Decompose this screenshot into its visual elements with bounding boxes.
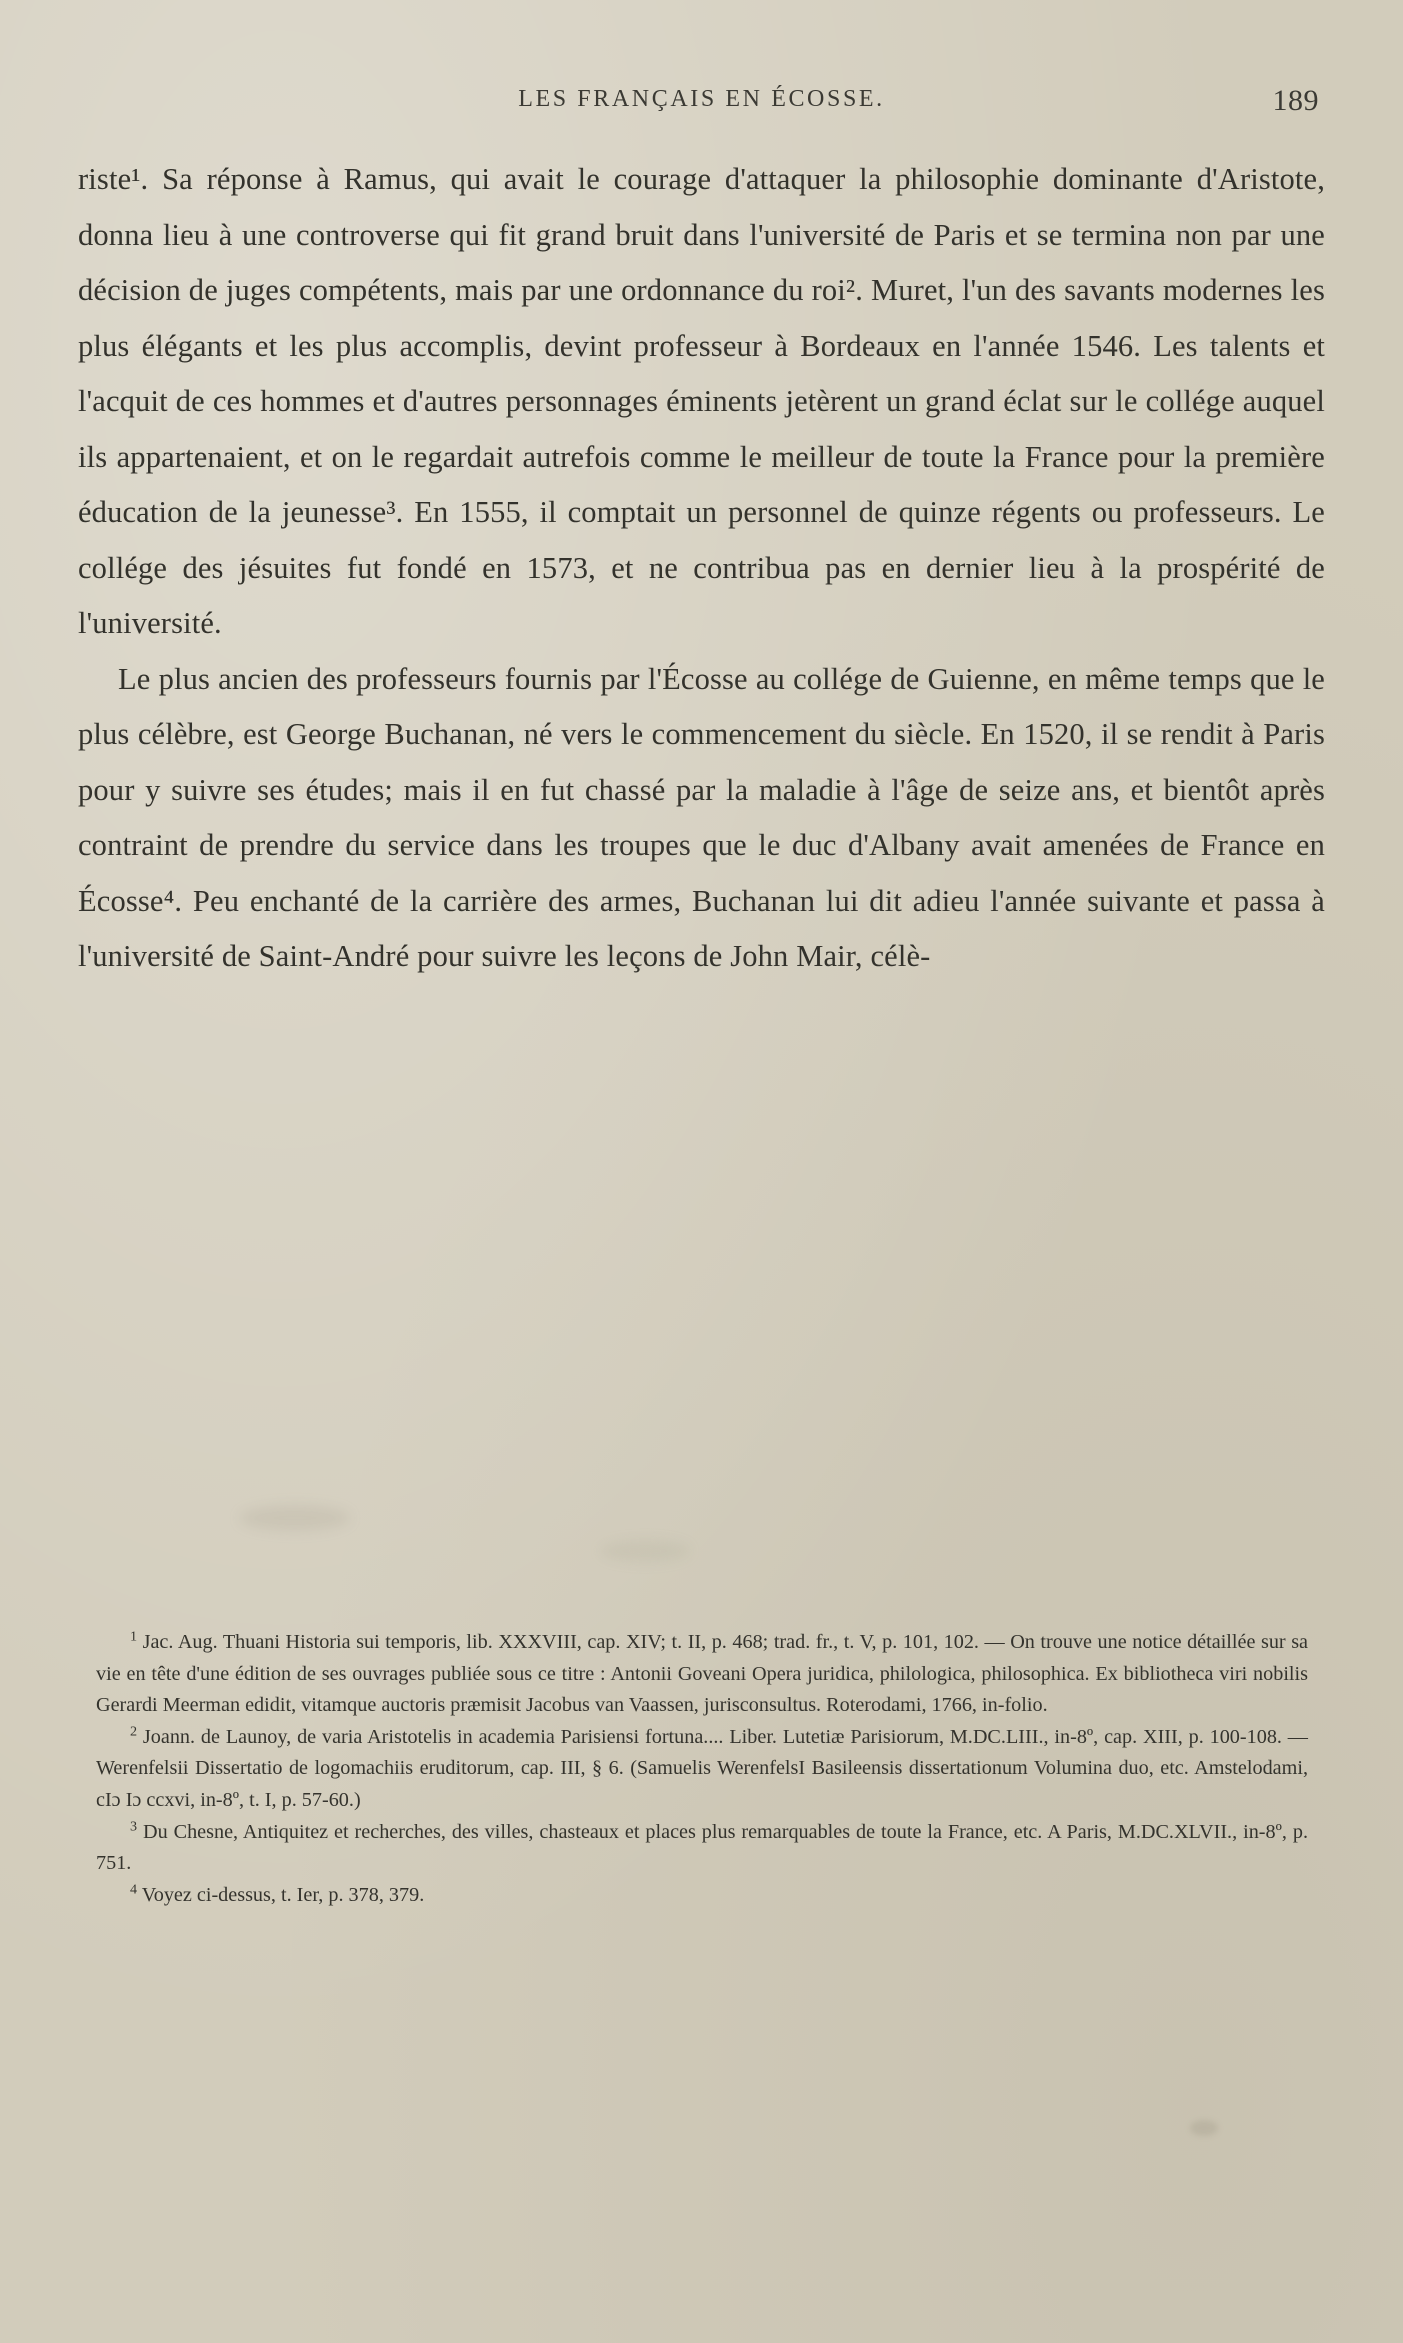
paper-smudge — [600, 1540, 690, 1562]
footnotes — [96, 1627, 1308, 1911]
footnote-item — [96, 1817, 1308, 1880]
page-number: 189 — [1272, 84, 1319, 117]
body-text — [78, 152, 1325, 985]
footnote-item — [96, 1722, 1308, 1817]
footnote-marker: 4 — [130, 1881, 138, 1898]
footnote-text: Du Chesne, Antiquitez et recherches, des villes, chasteaux et places plus remarquables de toute la France, etc. A Paris, M.DC.XLVII., in-8º, p. 751. — [96, 1820, 1308, 1875]
running-head: LES FRANÇAIS EN ÉCOSSE. — [518, 86, 885, 112]
paragraph: Le plus ancien des professeurs fournis par l'Écosse au collége de Guienne, en même temps que le plus célèbre, est George Buchanan, né vers le commencement du siècle. En 1520, il se rendit à Paris pour y suivre ses études; mais il en fut chassé par la maladie à l'âge de seize ans, et bientôt après contraint de prendre du service dans les troupes que le duc d'Albany avait amenées de France en Écosse⁴. Peu enchanté de la carrière des armes, Buchanan lui dit adieu l'année suivante et passa à l'université de Saint-André pour suivre les leçons de John Mair, célè- — [78, 661, 1325, 973]
footnote-marker: 1 — [130, 1628, 138, 1645]
page-header — [78, 86, 1325, 126]
footnote-item — [96, 1627, 1308, 1722]
footnote-text: Voyez ci-dessus, t. Ier, p. 378, 379. — [141, 1883, 425, 1906]
paragraph: riste¹. Sa réponse à Ramus, qui avait le courage d'attaquer la philosophie dominante d'Aristote, donna lieu à une controverse qui fit grand bruit dans l'université de Paris et se termina non par une décision de juges compétents, mais par une ordonnance du roi². Muret, l'un des savants modernes les plus élégants et les plus accomplis, devint professeur à Bordeaux en l'année 1546. Les talents et l'acquit de ces hommes et d'autres personnages éminents jetèrent un grand éclat sur le collége auquel ils appartenaient, et on le regardait autrefois comme le meilleur de toute la France pour la première éducation de la jeunesse³. En 1555, il comptait un personnel de quinze régents ou professeurs. Le collége des jésuites fut fondé en 1573, et ne contribua pas en dernier lieu à la prospérité de l'université. — [78, 162, 1325, 640]
footnote-marker: 3 — [130, 1817, 138, 1834]
paper-smudge — [240, 1505, 350, 1531]
paper-smudge — [1190, 2120, 1218, 2136]
footnote-text: Jac. Aug. Thuani Historia sui temporis, lib. XXXVIII, cap. XIV; t. II, p. 468; trad. fr., t. V, p. 101, 102. — On trouve une notice détaillée sur sa vie en tête d'une édition de ses ouvrages publiée sous ce titre : Antonii Goveani Opera juridica, philologica, philosophica. Ex bibliotheca viri nobilis Gerardi Meerman edidit, vitamque auctoris præmisit Jacobus van Vaassen, jurisconsultus. Roterodami, 1766, in-folio. — [96, 1631, 1309, 1717]
footnote-item — [96, 1880, 1308, 1912]
page-content — [78, 86, 1325, 985]
footnote-marker: 2 — [130, 1723, 138, 1740]
footnote-text: Joann. de Launoy, de varia Aristotelis in academia Parisiensi fortuna.... Liber. Lutetiæ Parisiorum, M.DC.LIII., in-8º, cap. XIII, p. 100-108. — Werenfelsii Dissertatio de logomachiis eruditorum, cap. III, § 6. (Samuelis WerenfelsI Basileensis dissertationum Volumina duo, etc. Amstelodami, cIɔ Iɔ ccxvi, in-8º, t. I, p. 57-60.) — [96, 1725, 1308, 1811]
